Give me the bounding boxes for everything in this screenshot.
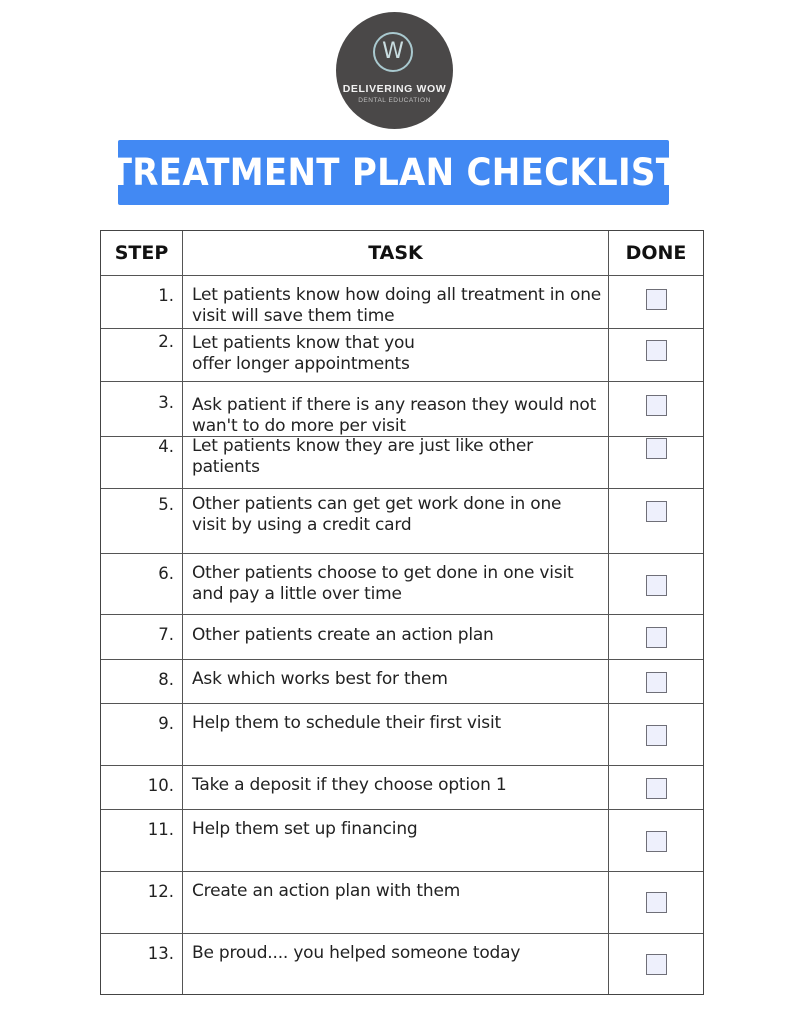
- table-row: [101, 488, 703, 553]
- title-banner: [108, 140, 679, 205]
- step-number: 6.: [158, 564, 174, 583]
- table-row: [101, 614, 703, 659]
- task-text: Other patients can get get work done in one visit by using a credit card: [192, 494, 562, 535]
- column-header-done: DONE: [625, 242, 687, 264]
- step-number: 4.: [158, 437, 174, 456]
- task-text: Let patients know they are just like other patients: [192, 436, 533, 477]
- table-row: [101, 933, 703, 994]
- logo-subtitle: DENTAL EDUCATION: [358, 97, 431, 104]
- logo-letter: W: [382, 39, 404, 64]
- step-number: 7.: [158, 625, 174, 644]
- done-checkbox[interactable]: [646, 289, 667, 310]
- table-header-row: [101, 231, 703, 275]
- done-checkbox[interactable]: [646, 672, 667, 693]
- column-header-task: TASK: [183, 231, 609, 275]
- page-title: TREATMENT PLAN CHECKLIST: [108, 151, 679, 194]
- logo-title: DELIVERING WOW: [342, 83, 447, 95]
- task-text: Let patients know how doing all treatment in one visit will save them time: [192, 285, 602, 326]
- task-text: Take a deposit if they choose option 1: [192, 775, 507, 795]
- table-row: [101, 436, 703, 488]
- step-number: 11.: [147, 820, 174, 839]
- checklist-table: [100, 230, 704, 995]
- table-row: [101, 381, 703, 436]
- w-circle-icon: [373, 32, 413, 72]
- done-checkbox[interactable]: [646, 831, 667, 852]
- task-text: Help them to schedule their first visit: [192, 713, 501, 733]
- task-text: Other patients choose to get done in one visit and pay a little over time: [192, 563, 574, 604]
- step-number: 10.: [147, 776, 174, 795]
- table-row: [101, 659, 703, 703]
- task-text: Other patients create an action plan: [192, 625, 494, 645]
- task-text: Let patients know that you offer longer appointments: [192, 333, 415, 374]
- task-text: Create an action plan with them: [192, 881, 461, 901]
- done-checkbox[interactable]: [646, 438, 667, 459]
- table-row: [101, 871, 703, 933]
- step-number: 8.: [158, 670, 174, 689]
- step-number: 9.: [158, 714, 174, 733]
- done-checkbox[interactable]: [646, 725, 667, 746]
- table-row: [101, 809, 703, 871]
- table-row: [101, 703, 703, 765]
- table-row: [101, 328, 703, 381]
- step-number: 13.: [147, 944, 174, 963]
- done-checkbox[interactable]: [646, 627, 667, 648]
- done-checkbox[interactable]: [646, 395, 667, 416]
- task-text: Ask patient if there is any reason they would not wan't to do more per visit: [192, 395, 597, 436]
- step-number: 3.: [158, 393, 174, 412]
- step-number: 12.: [147, 882, 174, 901]
- task-text: Ask which works best for them: [192, 669, 448, 689]
- done-checkbox[interactable]: [646, 954, 667, 975]
- column-header-step: STEP: [101, 231, 183, 275]
- table-row: [101, 275, 703, 328]
- done-checkbox[interactable]: [646, 892, 667, 913]
- task-text: Be proud.... you helped someone today: [192, 943, 521, 963]
- step-number: 1.: [158, 286, 174, 305]
- done-checkbox[interactable]: [646, 575, 667, 596]
- table-row: [101, 553, 703, 614]
- step-number: 5.: [158, 495, 174, 514]
- done-checkbox[interactable]: [646, 778, 667, 799]
- done-checkbox[interactable]: [646, 340, 667, 361]
- table-row: [101, 765, 703, 809]
- delivering-wow-logo: [336, 12, 453, 129]
- done-checkbox[interactable]: [646, 501, 667, 522]
- step-number: 2.: [158, 332, 174, 351]
- task-text: Help them set up financing: [192, 819, 418, 839]
